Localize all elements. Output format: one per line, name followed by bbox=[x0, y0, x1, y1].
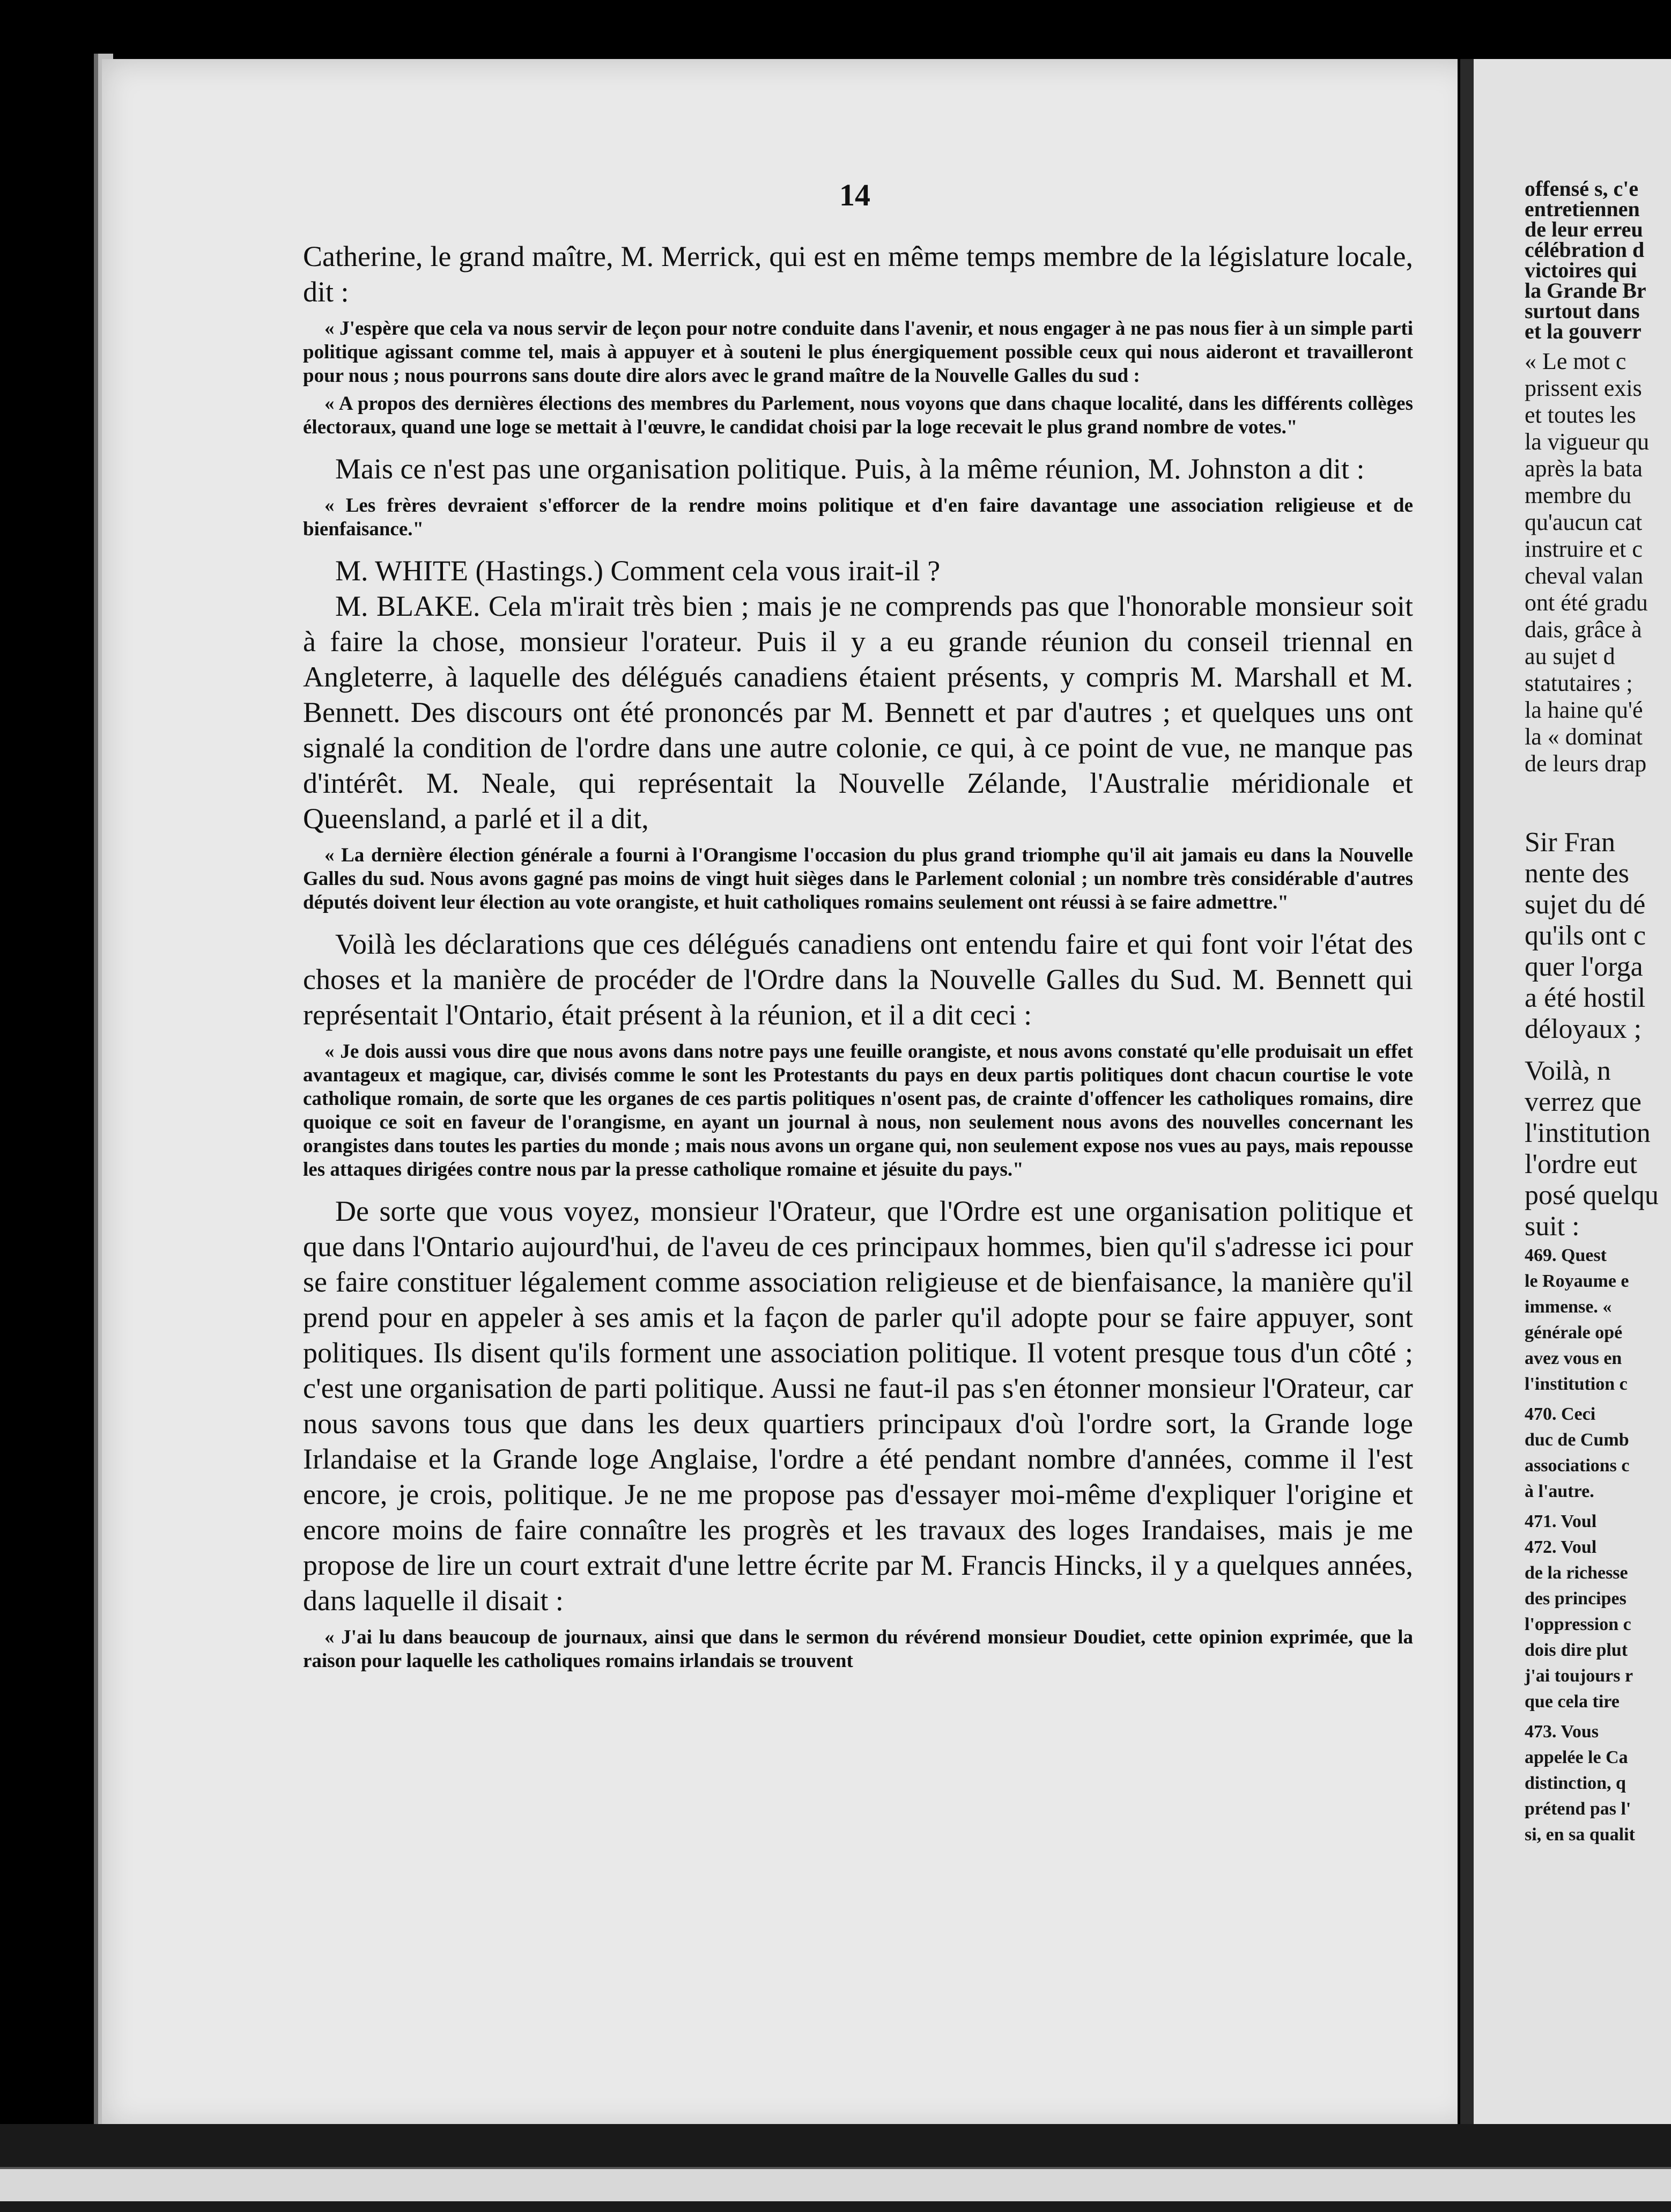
right-page-line: de la richesse bbox=[1525, 1563, 1628, 1583]
right-page-line: entretiennen bbox=[1525, 197, 1640, 221]
right-page-line: qu'aucun cat bbox=[1525, 509, 1643, 535]
right-page-line: 470. Ceci bbox=[1525, 1404, 1596, 1424]
right-page-line: prissent exis bbox=[1525, 375, 1642, 401]
right-page-line: célébration d bbox=[1525, 238, 1645, 262]
right-page-line: sujet du dé bbox=[1525, 889, 1646, 920]
right-page-line: le Royaume e bbox=[1525, 1271, 1629, 1291]
right-page-line: la « dominat bbox=[1525, 724, 1643, 750]
right-page-line: 469. Quest bbox=[1525, 1245, 1607, 1265]
page-body bbox=[303, 239, 1413, 1685]
right-page-line: de leurs drap bbox=[1525, 750, 1647, 777]
paragraph-4: M. BLAKE. Cela m'irait très bien ; mais je ne comprends pas que l'honorable monsieur soit à faire la chose, monsieur l'orateur. Puis il y a eu grande réunion du conseil triennal en Angleterre, à laquelle des délégués canadiens étaient présents, y compris M. Marshall et M. Bennett. Des discours ont été prononcés par M. Bennett et par d'autres ; et quelques uns ont signalé la condition de l'ordre dans une autre colonie, ce qui, à ce point de vue, ne manque pas d'intérêt. M. Neale, qui représentait la Nouvelle Zélande, l'Australie méridionale et Queensland, a parlé et il a dit, bbox=[303, 590, 1413, 835]
right-page-line: 471. Voul bbox=[1525, 1511, 1597, 1531]
right-page-line: distinction, q bbox=[1525, 1773, 1626, 1793]
quote-5: « Je dois aussi vous dire que nous avons dans notre pays une feuille orangiste, et nous avons constaté qu'elle produisait un effet avantageux et magique, car, divisés comme le sont les Protestants du pays en deux partis politiques dont chacun courtise le vote catholique romain, de sorte que les organes de ces partis politiques n'osent pas, de crainte d'offencer les catholiques romains, dire quoique ce soit en faveur de l'orangisme, en ayant un journal à nous, non seulement nous avons des nouvelles concernant les orangistes dans toutes les parties du monde ; mais nous avons un organe qui, non seulement expose nos vues au pays, mais repousse les attaques dirigées contre nous par la presse catholique romaine et jésuite du pays." bbox=[303, 1041, 1413, 1181]
right-page-line: appelée le Ca bbox=[1525, 1748, 1628, 1767]
right-page-line: 472. Voul bbox=[1525, 1537, 1597, 1557]
quote-3: « Les frères devraient s'efforcer de la rendre moins politique et d'en faire davantage une association religieuse et de bienfaisance." bbox=[303, 495, 1413, 540]
paragraph-5: Voilà les déclarations que ces délégués canadiens ont entendu faire et qui font voir l'état des choses et la manière de procéder de l'Ordre dans la Nouvelle Galles du Sud. M. Bennett qui représentait l'Ontario, était présent à la réunion, et il a dit ceci : bbox=[303, 928, 1413, 1031]
right-page-line: de leur erreu bbox=[1525, 217, 1643, 241]
right-page-line: la haine qu'é bbox=[1525, 697, 1643, 723]
right-page-line: et la gouverr bbox=[1525, 319, 1642, 343]
page-number: 14 bbox=[839, 178, 870, 212]
right-page-line: si, en sa qualit bbox=[1525, 1825, 1635, 1845]
right-page-line: prétend pas l' bbox=[1525, 1799, 1631, 1819]
right-page-line: duc de Cumb bbox=[1525, 1430, 1629, 1450]
scanner-bed-edge bbox=[0, 2167, 1671, 2201]
right-page-line: l'ordre eut bbox=[1525, 1149, 1638, 1179]
right-page-line: dais, grâce à bbox=[1525, 616, 1642, 643]
quote-6: « J'ai lu dans beaucoup de journaux, ainsi que dans le sermon du révérend monsieur Doudiet, cette opinion exprimée, que la raison pour laquelle les catholiques romains irlandais se trouvent bbox=[303, 1626, 1413, 1672]
right-page-line: associations c bbox=[1525, 1456, 1630, 1476]
right-page-line: « Le mot c bbox=[1525, 348, 1626, 374]
right-page-line: la Grande Br bbox=[1525, 278, 1646, 303]
right-page-line: déloyaux ; bbox=[1525, 1014, 1642, 1044]
quote-4: « La dernière élection générale a fourni à l'Orangisme l'occasion du plus grand triomphe qu'il ait jamais eu dans la Nouvelle Galles du sud. Nous avons gagné pas moins de vingt huit sièges dans le Parlement colonial ; un nombre très considérable d'autres députés doivent leur élection au vote orangiste, et huit catholiques romains seulement ont réussi à se faire admettre." bbox=[303, 844, 1413, 913]
right-page-line: victoires qui bbox=[1525, 258, 1637, 282]
right-page-line: cheval valan bbox=[1525, 563, 1644, 589]
right-page-line: quer l'orga bbox=[1525, 952, 1643, 982]
right-page-line: et toutes les bbox=[1525, 402, 1636, 428]
quote-2: « A propos des dernières élections des membres du Parlement, nous voyons que dans chaque localité, dans les différents collèges électoraux, quand une loge se mettait à l'œuvre, le candidat choisi par la loge recevait le plus grand nombre de votes." bbox=[303, 393, 1413, 438]
right-page-line: suit : bbox=[1525, 1211, 1580, 1242]
right-page-line: immense. « bbox=[1525, 1297, 1612, 1317]
right-page bbox=[1474, 59, 1671, 2129]
paragraph-1: Catherine, le grand maître, M. Merrick, qui est en même temps membre de la législature locale, dit : bbox=[303, 240, 1413, 308]
quote-1: « J'espère que cela va nous servir de leçon pour notre conduite dans l'avenir, et nous engager à ne pas nous fier à un simple parti politique agissant comme tel, mais à appuyer et à souteni le plus énergiquement possible ceux qui nous aideront et travailleront pour nous ; nous pourrons sans doute dire alors avec le grand maître de la Nouvelle Galles du sud : bbox=[303, 318, 1413, 387]
right-page-line: posé quelqu bbox=[1525, 1180, 1659, 1211]
right-page-line: instruire et c bbox=[1525, 536, 1643, 562]
bleed-through-text bbox=[354, 209, 1319, 234]
right-page-line: 473. Vous bbox=[1525, 1722, 1599, 1742]
right-page-line: la vigueur qu bbox=[1525, 429, 1650, 455]
right-page-line: nente des bbox=[1525, 858, 1629, 889]
right-page-line: l'institution bbox=[1525, 1118, 1651, 1148]
right-page-line: j'ai toujours r bbox=[1525, 1666, 1633, 1686]
right-page-line: statutaires ; bbox=[1525, 670, 1633, 696]
scanner-frame-top bbox=[0, 0, 1671, 59]
right-page-line: générale opé bbox=[1525, 1323, 1623, 1343]
right-page-line: dois dire plut bbox=[1525, 1640, 1628, 1660]
paragraph-6: De sorte que vous voyez, monsieur l'Orateur, que l'Ordre est une organisation politique et que dans l'Ontario aujourd'hui, de l'aveu de ces principaux hommes, bien qu'il s'adresse ici pour se faire constituer légalement comme association religieuse et de bienfaisance, la manière qu'il prend pour en appeler à ses amis et la façon de parler qu'il adopte pour se faire appuyer, sont politiques. Ils disent qu'ils forment une association politique. Il votent presque tous d'un côté ; c'est une organisation de parti politique. Aussi ne faut-il pas s'en étonner monsieur l'Orateur, car nous savons tous que dans les deux quartiers principaux d'où l'ordre sort, la Grande loge Irlandaise et la Grande loge Anglaise, l'ordre a été pendant nombre d'années, comme il l'est encore, je crois, politique. Je ne me propose pas d'essayer moi-même d'expliquer l'origine et encore moins de faire connaître les progrès et les travaux des loges Irandaises, mais je me propose de lire un court extrait d'une lettre écrite par M. Francis Hincks, il y a quelques années, dans laquelle il disait : bbox=[303, 1195, 1413, 1617]
right-page-line: l'institution c bbox=[1525, 1374, 1628, 1394]
right-page-line: qu'ils ont c bbox=[1525, 920, 1646, 951]
right-page-line: surtout dans bbox=[1525, 299, 1640, 323]
right-page-line: à l'autre. bbox=[1525, 1481, 1594, 1501]
right-page-line: a été hostil bbox=[1525, 983, 1646, 1013]
paragraph-3: M. WHITE (Hastings.) Comment cela vous irait-il ? bbox=[335, 555, 941, 587]
paragraph-2: Mais ce n'est pas une organisation politique. Puis, à la même réunion, M. Johnston a dit : bbox=[335, 453, 1365, 485]
right-page-line: que cela tire bbox=[1525, 1692, 1620, 1712]
right-page-line: après la bata bbox=[1525, 455, 1643, 482]
right-page-line: des principes bbox=[1525, 1589, 1626, 1609]
right-page-line: avez vous en bbox=[1525, 1348, 1622, 1368]
right-page-line: l'oppression c bbox=[1525, 1614, 1631, 1634]
right-page-line: verrez que bbox=[1525, 1087, 1642, 1117]
right-page-line: Sir Fran bbox=[1525, 827, 1615, 858]
right-page-line: ont été gradu bbox=[1525, 589, 1648, 616]
right-page-line: au sujet d bbox=[1525, 643, 1615, 669]
right-page-line: offensé s, c'e bbox=[1525, 176, 1639, 201]
right-page-line: Voilà, n bbox=[1525, 1056, 1611, 1086]
right-page-line: membre du bbox=[1525, 482, 1632, 508]
